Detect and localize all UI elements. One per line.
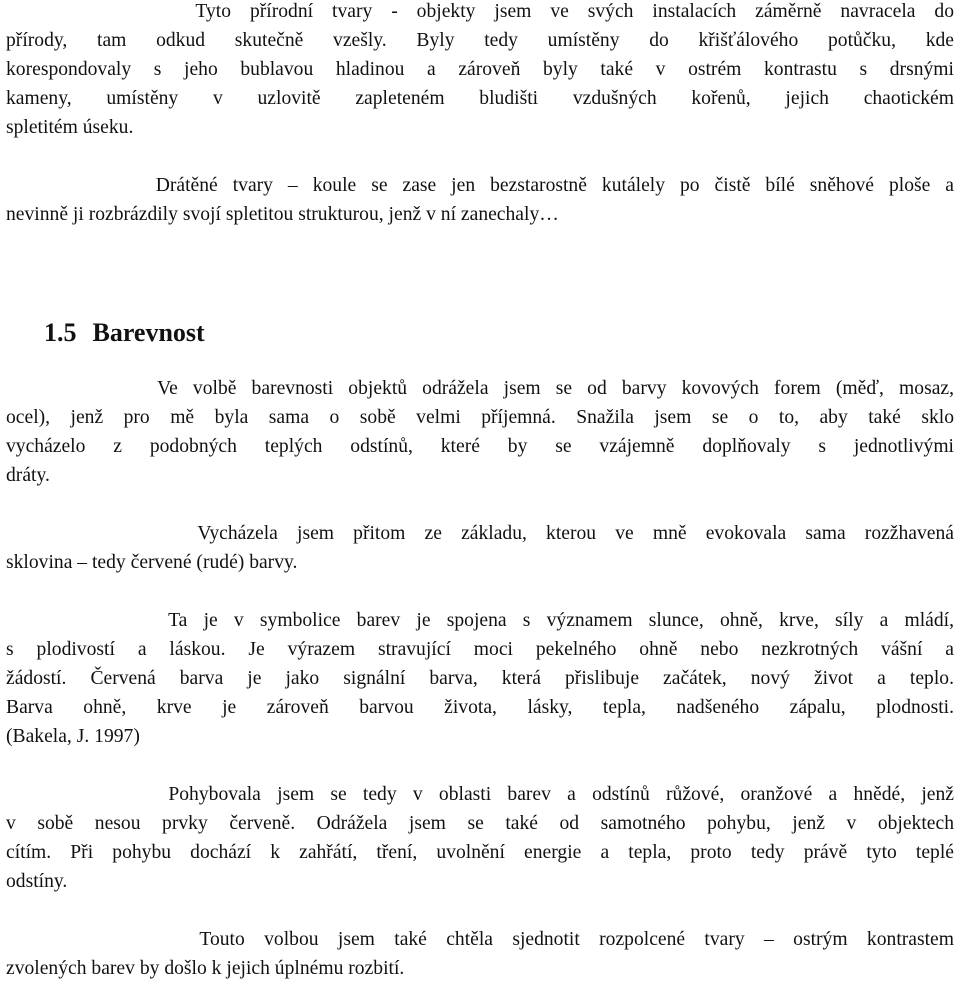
section-title: Barevnost	[92, 318, 205, 347]
text-line: Tyto přírodní tvary - objekty jsem ve svých instalacích záměrně navracela do	[6, 1, 954, 22]
text-line: Pohybovala jsem se tedy v oblasti barev a odstínů růžové, oranžové a hnědé, jenž	[6, 784, 954, 805]
text-line: Ta je v symbolice barev je spojena s významem slunce, ohně, krve, síly a mládí,	[6, 610, 954, 631]
section-heading	[44, 317, 205, 349]
text-line: v sobě nesou prvky červeně. Odrážela jsem se také od samotného pohybu, jenž v objektech	[6, 813, 954, 834]
text-line: cítím. Při pohybu dochází k zahřátí, tření, uvolnění energie a tepla, proto tedy právě tyto teplé	[6, 842, 954, 863]
text-line: vycházelo z podobných teplých odstínů, které by se vzájemně doplňovaly s jednotlivými	[6, 436, 954, 457]
text-line: Drátěné tvary – koule se zase jen bezstarostně kutálely po čistě bílé sněhové ploše a	[6, 175, 954, 196]
text-line: dráty.	[6, 465, 50, 486]
text-line: ocel), jenž pro mě byla sama o sobě velmi příjemná. Snažila jsem se o to, aby také sklo	[6, 407, 954, 428]
text-line: s plodivostí a láskou. Je výrazem stravující moci pekelného ohně nebo nezkrotných vášní a	[6, 639, 954, 660]
text-line: korespondovaly s jeho bublavou hladinou a zároveň byly také v ostrém kontrastu s drsnými	[6, 59, 954, 80]
text-line: odstíny.	[6, 871, 68, 892]
text-line: sklovina – tedy červené (rudé) barvy.	[6, 552, 298, 573]
text-line: nevinně ji rozbrázdily svojí spletitou strukturou, jenž v ní zanechaly…	[6, 204, 559, 225]
citation: (Bakela, J. 1997)	[6, 726, 140, 747]
text-line: Vycházela jsem přitom ze základu, kterou ve mně evokovala sama rozžhavená	[6, 523, 954, 544]
text-line: žádostí. Červená barva je jako signální barva, která přislibuje začátek, nový život a teplo.	[6, 668, 954, 689]
text-line: zvolených barev by došlo k jejich úplnému rozbití.	[6, 958, 405, 979]
text-line: přírody, tam odkud skutečně vzešly. Byly tedy umístěny do křišťálového potůčku, kde	[6, 30, 954, 51]
section-number: 1.5	[44, 318, 77, 347]
text-line: Ve volbě barevnosti objektů odrážela jsem se od barvy kovových forem (měď, mosaz,	[6, 378, 954, 399]
text-line: Barva ohně, krve je zároveň barvou života, lásky, tepla, nadšeného zápalu, plodnosti.	[6, 697, 954, 718]
text-line: kameny, umístěny v uzlovitě zapleteném bludišti vzdušných kořenů, jejich chaotickém	[6, 88, 954, 109]
text-line: Touto volbou jsem také chtěla sjednotit rozpolcené tvary – ostrým kontrastem	[6, 929, 954, 950]
text-line: spletitém úseku.	[6, 117, 134, 138]
